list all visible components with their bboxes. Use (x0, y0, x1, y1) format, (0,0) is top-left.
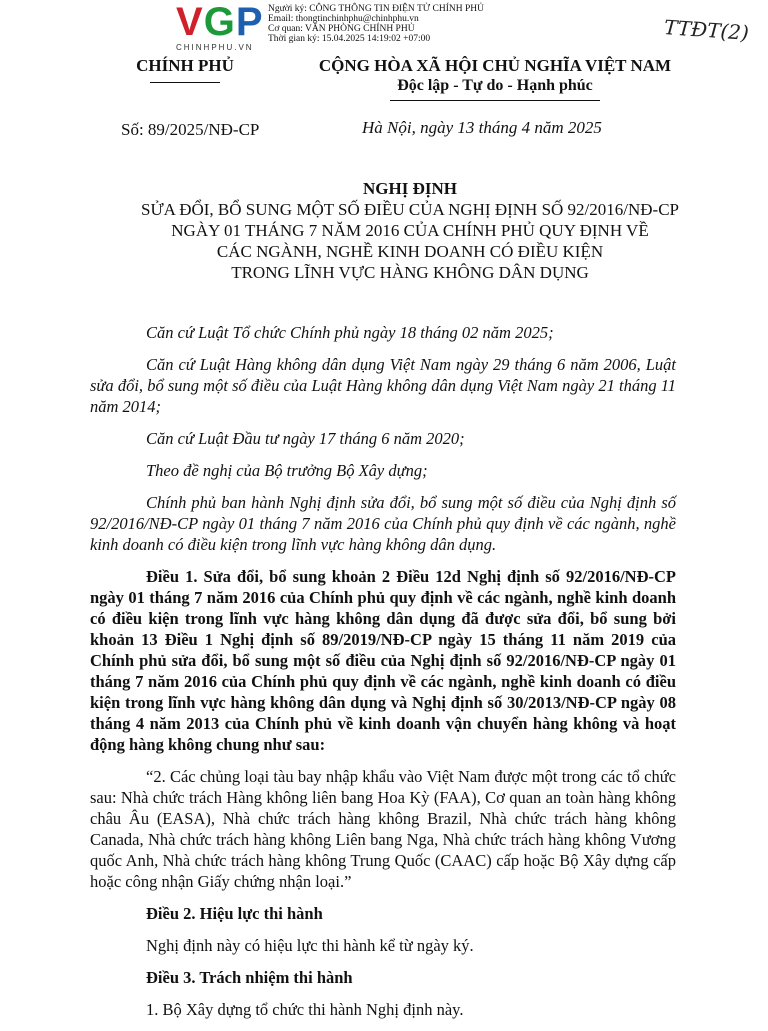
sign-time-line: Thời gian ký: 15.04.2025 14:19:02 +07:00 (268, 34, 431, 44)
title-line-2: NGÀY 01 THÁNG 7 NĂM 2016 CỦA CHÍNH PHỦ QUY ĐỊNH VỀ (171, 221, 649, 240)
article-1: Điều 1. Sửa đổi, bổ sung khoản 2 Điều 12d Nghị định số 92/2016/NĐ-CP ngày 01 tháng 7 năm 2016 của Chính phủ quy định về các ngành, nghề kinh doanh có điều kiện trong lĩnh vực hàng không dân dụng đã được sửa đổi, bổ sung bởi khoản 13 Điều 1 Nghị định số 89/2019/NĐ-CP ngày 15 tháng 11 năm 2019 của Chính phủ sửa đổi, bổ sung một số điều của Nghị định số 92/2016/NĐ-CP ngày 01 tháng 7 năm 2016 của Chính phủ quy định về các ngành, nghề kinh doanh có điều kiện trong lĩnh vực hàng không dân dụng và Nghị định số 30/2013/NĐ-CP ngày 08 tháng 4 năm 2013 của Chính phủ về kinh doanh vận chuyển hàng không và hoạt động hàng không chung như sau: (90, 567, 676, 754)
digital-signature-info (268, 4, 484, 44)
issuer-name: CHÍNH PHỦ (136, 56, 234, 75)
agency-line: Cơ quan: VĂN PHÒNG CHÍNH PHỦ (268, 24, 415, 34)
document-number: Số: 89/2025/NĐ-CP (121, 120, 260, 139)
email-line: Email: thongtinchinhphu@chinhphu.vn (268, 14, 419, 24)
article-2-heading: Điều 2. Hiệu lực thi hành (146, 904, 323, 923)
legal-basis-1: Căn cứ Luật Tổ chức Chính phủ ngày 18 tháng 02 năm 2025; (146, 323, 554, 342)
vgp-logo-letters: VGP (176, 0, 264, 44)
title-line-1: SỬA ĐỔI, BỔ SUNG MỘT SỐ ĐIỀU CỦA NGHỊ ĐỊNH SỐ 92/2016/NĐ-CP (140, 200, 680, 219)
title-line-4: TRONG LĨNH VỰC HÀNG KHÔNG DÂN DỤNG (231, 263, 589, 282)
document-date: Hà Nội, ngày 13 tháng 4 năm 2025 (362, 118, 602, 137)
signer-line: Người ký: CÔNG THÔNG TIN ĐIỆN TỬ CHÍNH PHỦ (268, 4, 484, 14)
title-line-3: CÁC NGÀNH, NGHỀ KINH DOANH CÓ ĐIỀU KIỆN (216, 242, 604, 261)
issuer-rule (150, 82, 220, 83)
vgp-logo-caption: CHINHPHU.VN (176, 43, 254, 52)
legal-basis-3: Căn cứ Luật Đầu tư ngày 17 tháng 6 năm 2020; (146, 429, 465, 448)
vgp-logo (176, 0, 272, 52)
legal-basis-2: Căn cứ Luật Hàng không dân dụng Việt Nam ngày 29 tháng 6 năm 2006, Luật sửa đổi, bổ sung một số điều của Luật Hàng không dân dụng Việt Nam ngày 21 tháng 11 năm 2014; (90, 355, 676, 416)
article-3-heading: Điều 3. Trách nhiệm thi hành (146, 968, 353, 987)
article-1-quote: “2. Các chủng loại tàu bay nhập khẩu vào Việt Nam được một trong các tổ chức sau: Nhà chức trách Hàng không liên bang Hoa Kỳ (FAA), Cơ quan an toàn hàng không châu Âu (EASA), Nhà chức trách hàng không Brazil, Nhà chức trách hàng không Canada, Nhà chức trách hàng không Liên bang Nga, Nhà chức trách hàng không Vương quốc Anh, Nhà chức trách hàng không Trung Quốc (CAAC) cấp hoặc Bộ Xây dựng cấp hoặc công nhận Giấy chứng nhận loại.” (90, 767, 676, 891)
issuance-statement: Chính phủ ban hành Nghị định sửa đổi, bổ sung một số điều của Nghị định số 92/2016/NĐ-CP ngày 01 tháng 7 năm 2016 của Chính phủ quy định về các ngành, nghề kinh doanh có điều kiện trong lĩnh vực hàng không dân dụng. (90, 493, 676, 554)
document-title (80, 178, 740, 283)
nation-name: CỘNG HÒA XÃ HỘI CHỦ NGHĨA VIỆT NAM (318, 56, 672, 75)
document-body (90, 322, 676, 1031)
national-header (300, 56, 690, 101)
article-2-text: Nghị định này có hiệu lực thi hành kể từ ngày ký. (146, 936, 474, 955)
motto-rule (390, 100, 600, 101)
article-3-item-1: 1. Bộ Xây dựng tổ chức thi hành Nghị định này. (146, 1000, 464, 1019)
document-type: NGHỊ ĐỊNH (363, 179, 457, 198)
handwritten-note: TTĐT(2) (663, 15, 750, 45)
national-motto: Độc lập - Tự do - Hạnh phúc (397, 77, 593, 94)
issuer-header (120, 56, 250, 83)
proposal-basis: Theo đề nghị của Bộ trưởng Bộ Xây dựng; (146, 461, 428, 480)
